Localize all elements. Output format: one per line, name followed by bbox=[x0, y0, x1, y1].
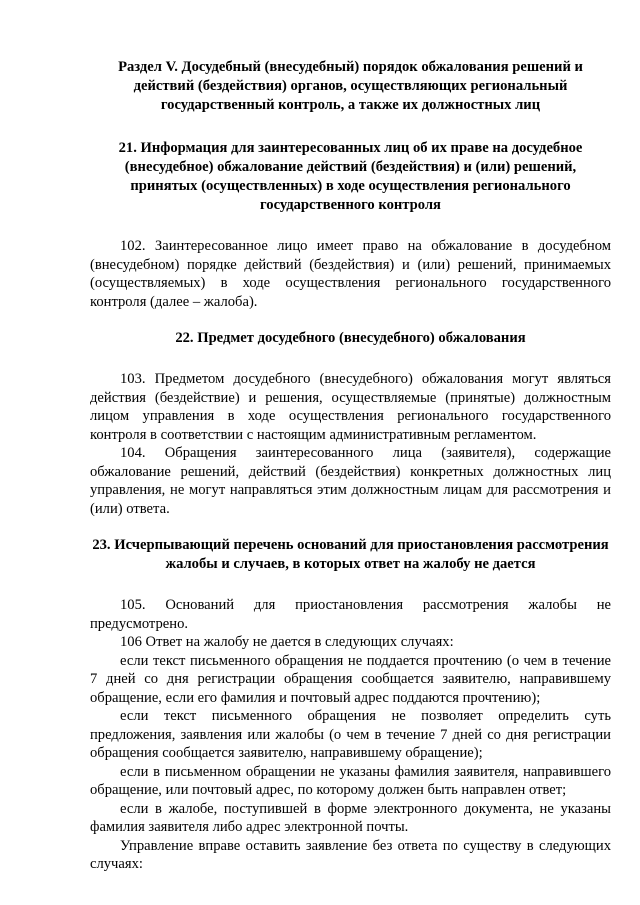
subsection-heading-22: 22. Предмет досудебного (внесудебного) обжалования bbox=[175, 330, 526, 346]
list-item-missing-name-address: если в письменном обращении не указаны фамилия заявителя, направившего обращение, или почтовый адрес, по которому должен быть направлен ответ; bbox=[90, 763, 611, 798]
paragraph-106: 106 Ответ на жалобу не дается в следующих случаях: bbox=[120, 634, 454, 650]
paragraph-no-answer-cases: Управление вправе оставить заявление без ответа по существу в следующих случаях: bbox=[90, 837, 611, 872]
section-title: Раздел V. Досудебный (внесудебный) порядок обжалования решений и действий (бездействия) органов, осуществляющих региональный государственный контроль, а также их должностных лиц bbox=[118, 59, 583, 113]
list-item-missing-email: если в жалобе, поступившей в форме электронного документа, не указаны фамилия заявителя либо адрес электронной почты. bbox=[90, 800, 611, 835]
subsection-heading-23: 23. Исчерпывающий перечень оснований для приостановления рассмотрения жалобы и случаев, в которых ответ на жалобу не дается bbox=[92, 537, 609, 572]
paragraph-103: 103. Предметом досудебного (внесудебного) обжалования могут являться действия (бездействие) и решения, осуществляемые (принятые) должностным лицом управления в ходе осуществления регионального государственного контроля в соответствии с настоящим административным регламентом. bbox=[90, 371, 611, 443]
list-item-unreadable-text: если текст письменного обращения не поддается прочтению (о чем в течение 7 дней со дня регистрации обращения сообщается заявителю, направившему обращение, если его фамилия и почтовый адрес поддаются прочтению); bbox=[90, 652, 611, 706]
paragraph-104: 104. Обращения заинтересованного лица (заявителя), содержащие обжалование решений, действий (бездействия) конкретных должностных лиц управления, не могут направляться этим должностным лицам для рассмотрения и (или) ответа. bbox=[90, 445, 611, 517]
list-item-unclear-essence: если текст письменного обращения не позволяет определить суть предложения, заявления или жалобы (о чем в течение 7 дней со дня регистрации обращения сообщается заявителю, направившему обращение); bbox=[90, 708, 611, 761]
document-page bbox=[90, 58, 611, 898]
paragraph-102: 102. Заинтересованное лицо имеет право на обжалование в досудебном (внесудебном) порядке действий (бездействия) и (или) решений, принимаемых (осуществляемых) в ходе осуществления регионального государственного контроля (далее – жалоба). bbox=[90, 238, 611, 310]
paragraph-105: 105. Оснований для приостановления рассмотрения жалобы не предусмотрено. bbox=[90, 597, 611, 632]
subsection-heading-21: 21. Информация для заинтересованных лиц об их праве на досудебное (внесудебное) обжалование действий (бездействия) и (или) решений, принятых (осуществленных) в ходе осуществления регионального государственного контроля bbox=[118, 140, 583, 213]
